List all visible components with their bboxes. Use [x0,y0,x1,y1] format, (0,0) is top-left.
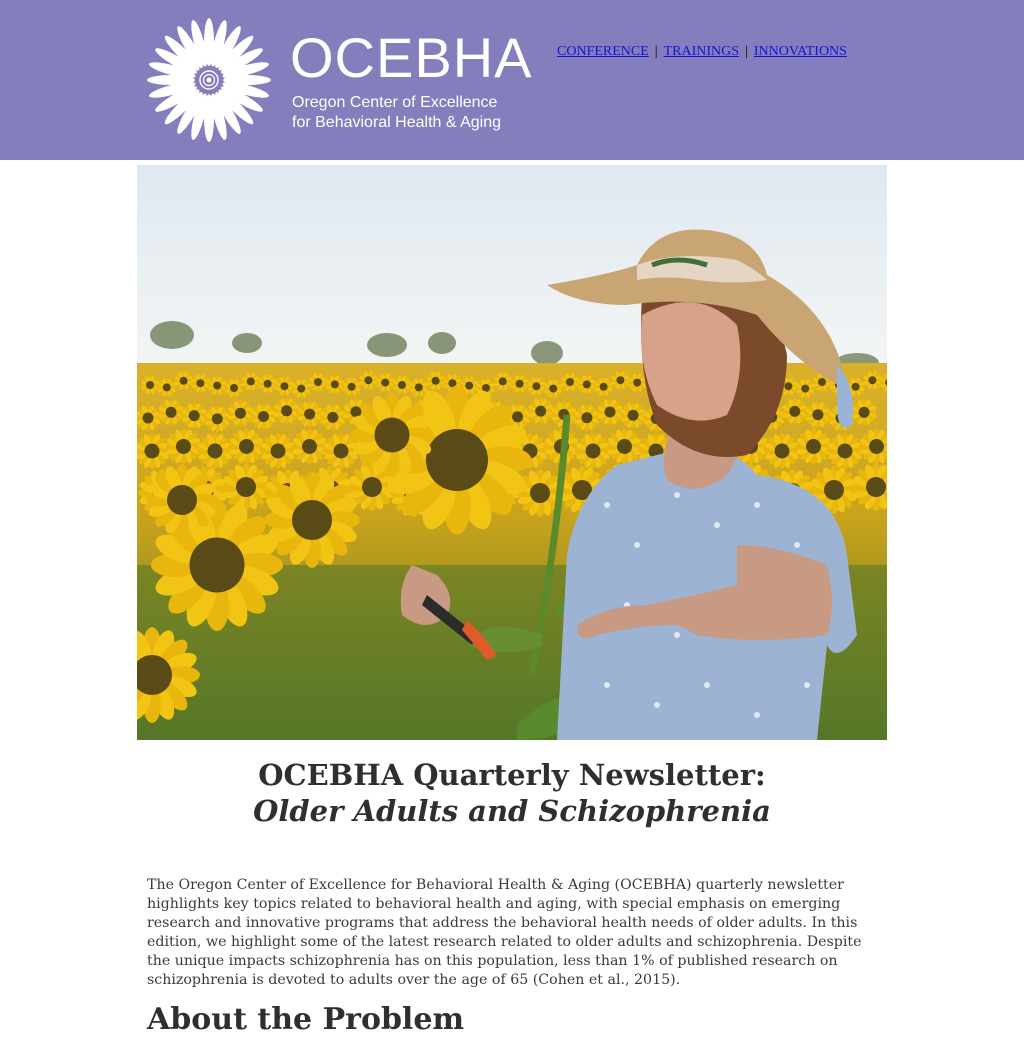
section-heading: About the Problem [147,1002,465,1037]
top-nav [557,44,847,60]
daisy-logo-icon[interactable] [145,16,273,144]
nav-link-innovations[interactable]: INNOVATIONS [753,44,847,59]
newsletter-title-line-1: OCEBHA Quarterly Newsletter: [258,758,766,792]
brand-subtitle [292,93,522,133]
newsletter-title-line-2: Older Adults and Schizophrenia [253,794,771,828]
nav-separator: | [745,44,748,59]
brand-subtitle-line-1: Oregon Center of Excellence [292,94,498,111]
hero-image [137,165,887,740]
nav-link-conference[interactable]: CONFERENCE [557,44,649,59]
newsletter-intro: The Oregon Center of Excellence for Behavioral Health & Aging (OCEBHA) quarterly newsletter highlights key topics related to behavioral health and aging, with special emphasis on emerging research and innovative programs that address the behavioral health needs of older adults. In this edition, we highlight some of the latest research related to older adults and schizophrenia. Despite the unique impacts schizophrenia has on this population, less than 1% of published research on schizophrenia is devoted to adults over the age of 65 (Cohen et al., 2015). [147,877,862,989]
nav-separator: | [654,44,658,59]
brand-wordmark[interactable]: OCEBHA [290,26,533,89]
newsletter-title [137,757,887,829]
nav-link-trainings[interactable]: TRAININGS [663,44,740,59]
brand-subtitle-line-2: for Behavioral Health & Aging [292,114,502,131]
site-header [0,0,1024,160]
